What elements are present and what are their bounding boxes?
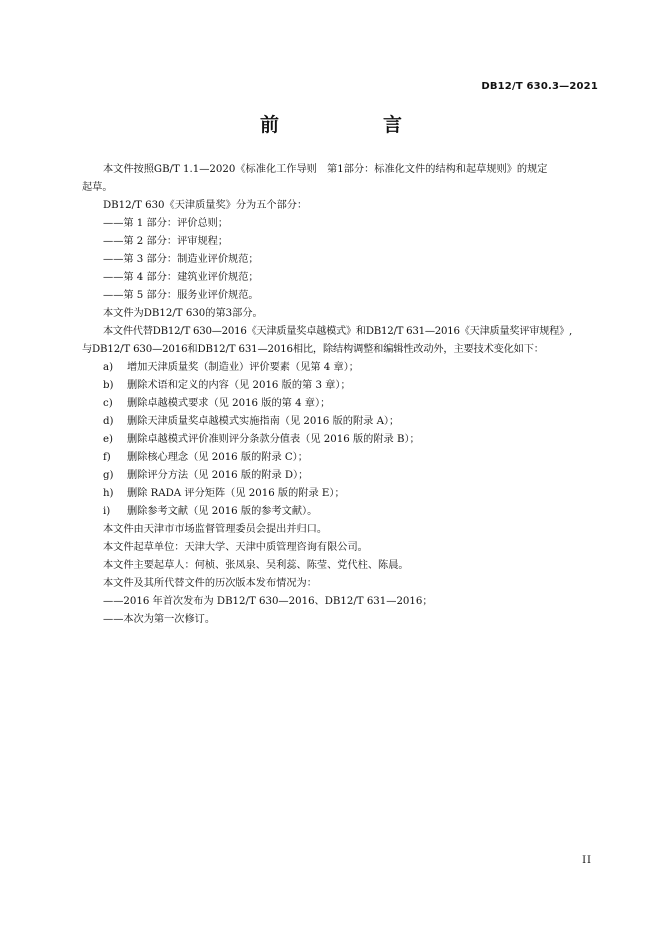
list-item-text: 删除卓越模式要求（见 2016 版的第 4 章）； (127, 398, 331, 409)
paragraph-this-part: 本文件为DB12/T 630的第3部分。 (103, 308, 263, 319)
list-item: ——第 3 部分：制造业评价规范； (103, 254, 259, 265)
paragraph-drafting-basis: 本文件按照GB/T 1.1—2020《标准化工作导则 第1部分：标准化文件的结构和起草规则》的规定 (103, 164, 548, 175)
list-item-text: 删除天津质量奖卓越模式实施指南（见 2016 版的附录 A）； (127, 416, 400, 427)
list-item (82, 431, 598, 449)
list-item (82, 413, 598, 431)
list-item: ——2016 年首次发布为 DB12/T 630—2016、DB12/T 631—2016； (103, 596, 433, 607)
list-item-letter: e) (103, 434, 114, 445)
list-item: ——第 5 部分：服务业评价规范。 (103, 290, 259, 301)
list-item: ——本次为第一次修订。 (103, 614, 216, 625)
list-item (82, 503, 598, 521)
list-item-text: 删除 RADA 评分矩阵（见 2016 版的附录 E）； (127, 488, 345, 499)
page-title: 前 言 (259, 114, 424, 136)
paragraph-parts-intro: DB12/T 630《天津质量奖》分为五个部分： (103, 200, 308, 211)
list-item-letter: d) (103, 416, 114, 427)
list-item: ——第 4 部分：建筑业评价规范； (103, 272, 259, 283)
paragraph-drafting-basis-cont: 起草。 (82, 182, 113, 193)
document-code: DB12/T 630.3—2021 (481, 81, 598, 92)
paragraph-drafting-units: 本文件起草单位：天津大学、天津中质管理咨询有限公司。 (103, 542, 368, 553)
list-item-letter: g) (103, 470, 114, 481)
list-item-letter: a) (103, 362, 114, 373)
list-item-letter: b) (103, 380, 114, 391)
list-item (82, 359, 598, 377)
list-item-text: 删除术语和定义的内容（见 2016 版的第 3 章）； (127, 380, 351, 391)
list-item-letter: i) (103, 506, 111, 517)
document-body (82, 161, 598, 629)
list-item (82, 377, 598, 395)
list-item-letter: h) (103, 488, 114, 499)
list-item (82, 467, 598, 485)
list-item: ——第 2 部分：评审规程； (103, 236, 229, 247)
list-item-text: 删除核心理念（见 2016 版的附录 C）； (127, 452, 308, 463)
list-item (82, 395, 598, 413)
changes-list (82, 359, 598, 521)
history-list (82, 593, 598, 629)
page-number: II (582, 855, 592, 866)
paragraph-history-intro: 本文件及其所代替文件的历次版本发布情况为： (103, 578, 317, 589)
list-item-text: 删除卓越模式评价准则评分条款分值表（见 2016 版的附录 B）； (127, 434, 420, 445)
list-item (82, 485, 598, 503)
parts-list (82, 215, 598, 305)
list-item: ——第 1 部分：评价总则； (103, 218, 229, 229)
list-item-letter: f) (103, 452, 111, 463)
list-item-letter: c) (103, 398, 113, 409)
list-item-text: 删除参考文献（见 2016 版的参考文献）。 (127, 506, 318, 517)
paragraph-proposer: 本文件由天津市市场监督管理委员会提出并归口。 (103, 524, 328, 535)
paragraph-drafters: 本文件主要起草人：何桢、张凤泉、吴利蕊、陈莹、党代柱、陈晨。 (103, 560, 409, 571)
list-item (82, 449, 598, 467)
paragraph-replaces-cont: 与DB12/T 630—2016和DB12/T 631—2016相比，除结构调整和编辑性改动外，主要技术变化如下： (82, 344, 544, 355)
list-item-text: 删除评分方法（见 2016 版的附录 D）； (127, 470, 309, 481)
list-item-text: 增加天津质量奖（制造业）评价要素（见第 4 章）； (127, 362, 359, 373)
paragraph-replaces: 本文件代替DB12/T 630—2016《天津质量奖卓越模式》和DB12/T 631—2016《天津质量奖评审规程》, (103, 326, 573, 337)
